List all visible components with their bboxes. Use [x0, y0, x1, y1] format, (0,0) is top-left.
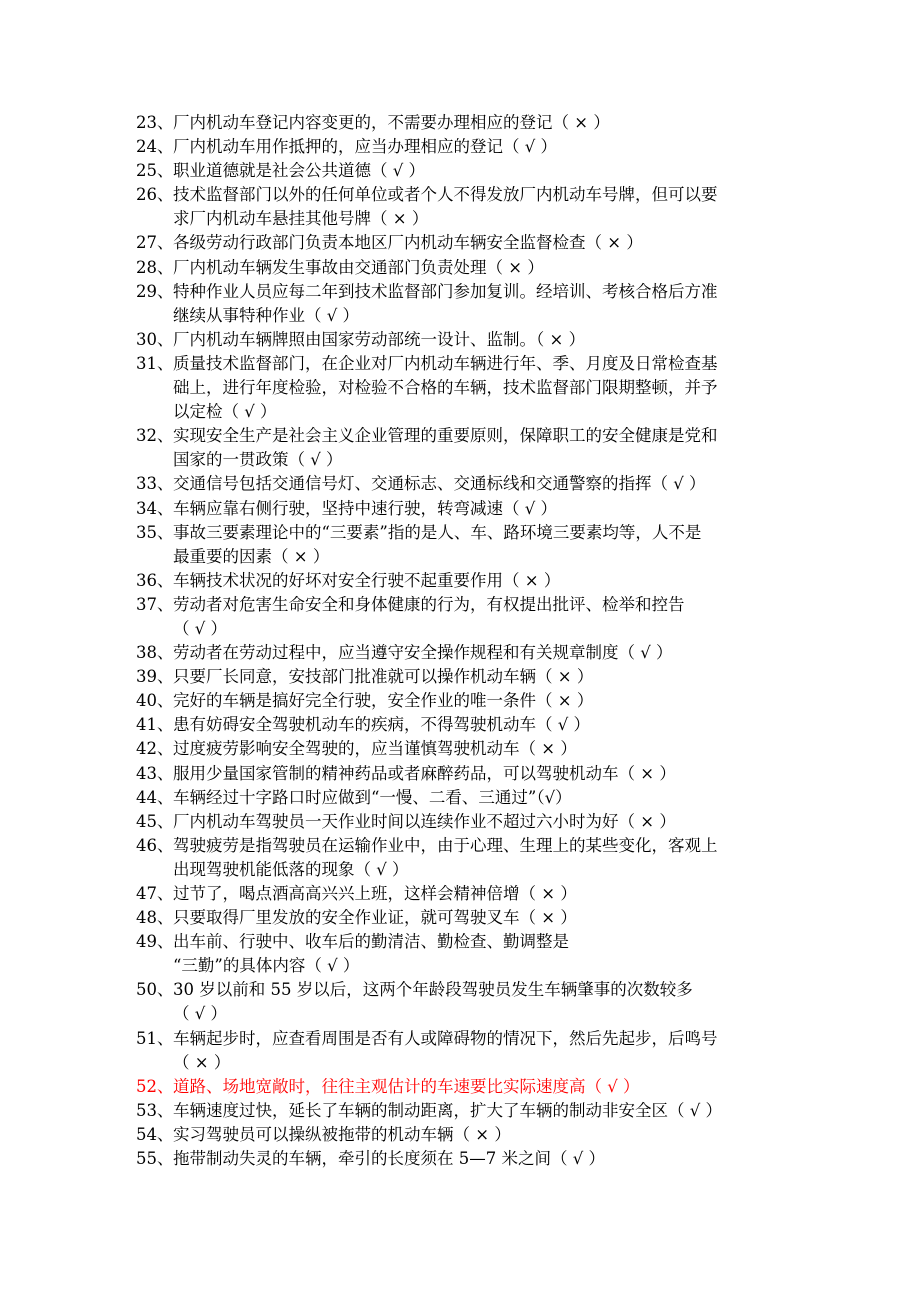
question-text [173, 159, 425, 183]
question-number: 41、 [136, 715, 174, 735]
question-item [136, 256, 796, 280]
question-text [173, 810, 676, 834]
question-text-line: 过节了，喝点酒高高兴兴上班，这样会精神倍增（ × ） [173, 884, 577, 903]
question-item [136, 497, 796, 521]
question-text [173, 569, 560, 593]
question-number: 44、 [136, 787, 174, 807]
question-text-line: 础上，进行年度检验，对检验不合格的车辆，技术监督部门限期整顿，并予 [173, 378, 718, 398]
question-text-line: 国家的一贯政策（ √ ） [173, 450, 343, 470]
question-text [173, 521, 701, 569]
question-text [173, 111, 610, 135]
question-item [136, 1123, 796, 1147]
question-item [136, 906, 796, 930]
question-text [173, 424, 718, 472]
question-text [173, 1147, 605, 1171]
question-text [173, 183, 718, 231]
question-item [136, 111, 796, 135]
question-item [136, 737, 796, 761]
question-text [173, 256, 544, 280]
question-text-line: 厂内机动车驾驶员一天作业时间以连续作业不超过六小时为好（ × ） [173, 811, 676, 831]
question-text-line: 继续从事特种作业（ √ ） [173, 305, 360, 325]
question-text [173, 641, 673, 665]
question-text-line: 最重要的因素（ × ） [173, 546, 330, 566]
question-text-line: 道路、场地宽敞时，往往主观估计的车速要比实际速度高（ √ ） [173, 1076, 640, 1096]
question-number: 39、 [136, 667, 174, 687]
question-number: 27、 [136, 233, 174, 253]
question-item [136, 1147, 796, 1171]
question-text-line: 驾驶疲劳是指驾驶员在运输作业中，由于心理、生理上的某些变化，客观上 [173, 835, 718, 855]
question-item [136, 810, 796, 834]
question-number: 47、 [136, 884, 174, 903]
question-text [173, 737, 577, 761]
question-text-line: 实习驾驶员可以操纵被拖带的机动车辆（ × ） [173, 1124, 511, 1144]
question-number: 52、 [136, 1076, 174, 1096]
question-text-line: 完好的车辆是搞好完全行驶，安全作业的唯一条件（ × ） [173, 691, 594, 711]
question-text [173, 352, 718, 424]
question-item [136, 280, 796, 328]
question-number: 46、 [136, 835, 174, 855]
question-text [173, 472, 706, 496]
question-item [136, 328, 796, 352]
question-number: 38、 [136, 643, 174, 663]
question-text-line: 拖带制动失灵的车辆，牵引的长度须在 5—7 米之间（ √ ） [173, 1149, 605, 1169]
question-number: 42、 [136, 739, 174, 759]
question-number: 37、 [136, 594, 174, 614]
question-number: 40、 [136, 691, 174, 711]
question-item [136, 665, 796, 689]
question-text [173, 882, 577, 906]
question-text-line: 厂内机动车用作抵押的，应当办理相应的登记（ √ ） [173, 137, 558, 157]
question-text-line: 质量技术监督部门，在企业对厂内机动车辆进行年、季、月度及日常检查基 [173, 353, 718, 373]
question-text-line: 交通信号包括交通信号灯、交通标志、交通标线和交通警察的指挥（ √ ） [173, 474, 706, 494]
question-text [173, 593, 685, 641]
question-number: 55、 [136, 1149, 174, 1169]
question-text-line: 事故三要素理论中的“三要素”指的是人、车、路环境三要素均等，人不是 [173, 522, 702, 542]
question-item [136, 930, 796, 978]
question-text-line: 技术监督部门以外的任何单位或者个人不得发放厂内机动车号牌，但可以要 [173, 185, 718, 205]
question-text-line: 劳动者在劳动过程中，应当遵守安全操作规程和有关规章制度（ √ ） [173, 643, 673, 663]
question-text-line: 车辆速度过快，延长了车辆的制动距离，扩大了车辆的制动非安全区（ √ ） [173, 1100, 723, 1120]
question-item [136, 882, 796, 906]
question-text [173, 689, 593, 713]
question-text [173, 665, 593, 689]
question-text-line: 各级劳动行政部门负责本地区厂内机动车辆安全监督检查（ × ） [173, 233, 643, 253]
question-number: 32、 [136, 426, 174, 446]
question-item [136, 135, 796, 159]
question-text-line: 厂内机动车辆牌照由国家劳动部统一设计、监制。（ × ） [173, 329, 586, 349]
question-text [173, 1123, 511, 1147]
question-number: 30、 [136, 329, 174, 349]
question-text [173, 906, 577, 930]
question-text-line: 车辆起步时，应查看周围是否有人或障碍物的情况下，然后先起步，后鸣号 [173, 1028, 718, 1048]
question-text-line: 只要取得厂里发放的安全作业证，就可驾驶叉车（ × ） [173, 908, 577, 928]
question-text [173, 1027, 718, 1075]
question-number: 34、 [136, 498, 174, 518]
question-number: 31、 [136, 353, 174, 373]
question-text-line: 特种作业人员应每二年到技术监督部门参加复训。经培训、考核合格后方准 [173, 281, 718, 301]
question-item [136, 1027, 796, 1075]
question-text [173, 280, 718, 328]
question-text-line: 求厂内机动车悬挂其他号牌（ × ） [173, 209, 429, 229]
question-item [136, 834, 796, 882]
question-number: 35、 [136, 522, 174, 542]
question-text-line: 劳动者对危害生命安全和身体健康的行为，有权提出批评、检举和控告 [173, 594, 685, 614]
question-number: 25、 [136, 161, 174, 181]
question-item [136, 978, 796, 1026]
question-text-line: （ √ ） [173, 618, 228, 638]
question-item [136, 472, 796, 496]
question-text-line: 以定检（ √ ） [173, 402, 277, 422]
question-text [173, 1099, 722, 1123]
question-text [173, 135, 557, 159]
question-text [173, 834, 718, 882]
question-item [136, 569, 796, 593]
question-item [136, 231, 796, 255]
question-text-line: 厂内机动车辆发生事故由交通部门负责处理（ × ） [173, 257, 544, 277]
question-item [136, 1099, 796, 1123]
question-item [136, 352, 796, 424]
question-text-line: 出车前、行驶中、收车后的勤清洁、勤检查、勤调整是 [173, 932, 569, 952]
question-item [136, 641, 796, 665]
question-text [173, 497, 557, 521]
question-text-line: 服用少量国家管制的精神药品或者麻醉药品，可以驾驶机动车（ × ） [173, 763, 676, 783]
question-number: 49、 [136, 932, 174, 952]
question-number: 28、 [136, 257, 174, 277]
question-item [136, 521, 796, 569]
question-item [136, 183, 796, 231]
question-text [173, 978, 693, 1026]
question-number: 23、 [136, 113, 174, 132]
question-item [136, 593, 796, 641]
question-number: 53、 [136, 1100, 174, 1120]
question-list [136, 111, 796, 1171]
question-text [173, 930, 569, 978]
question-number: 24、 [136, 137, 174, 157]
question-text-line: 车辆应靠右侧行驶，坚持中速行驶，转弯减速（ √ ） [173, 498, 558, 518]
question-text [173, 786, 572, 810]
question-item [136, 424, 796, 472]
question-number: 26、 [136, 185, 174, 205]
question-number: 36、 [136, 570, 174, 590]
question-number: 50、 [136, 980, 174, 1000]
question-item [136, 689, 796, 713]
question-number: 45、 [136, 811, 174, 831]
question-item [136, 786, 796, 810]
question-text-line: 患有妨碍安全驾驶机动车的疾病，不得驾驶机动车（ √ ） [173, 715, 591, 735]
question-text [173, 713, 590, 737]
question-text-line: 过度疲劳影响安全驾驶的，应当谨慎驾驶机动车（ × ） [173, 739, 577, 759]
question-text [173, 1075, 640, 1099]
question-text-line: 出现驾驶机能低落的现象（ √ ） [173, 859, 409, 879]
question-number: 48、 [136, 908, 174, 928]
question-number: 51、 [136, 1028, 174, 1048]
question-text-line: （ × ） [173, 1052, 231, 1072]
question-number: 29、 [136, 281, 174, 301]
question-text-line: 实现安全生产是社会主义企业管理的重要原则，保障职工的安全健康是党和 [173, 426, 718, 446]
question-text-line: 车辆经过十字路口时应做到“一慢、二看、三通过”（√） [173, 787, 572, 807]
question-number: 54、 [136, 1124, 174, 1144]
question-number: 33、 [136, 474, 174, 494]
question-text-line: （ √ ） [173, 1004, 228, 1024]
question-text-line: 厂内机动车登记内容变更的，不需要办理相应的登记（ × ） [173, 113, 610, 132]
question-item [136, 762, 796, 786]
question-text-line: 车辆技术状况的好坏对安全行驶不起重要作用（ × ） [173, 570, 561, 590]
question-text [173, 328, 585, 352]
question-text-line: “三勤”的具体内容（ √ ） [173, 956, 360, 976]
question-item [136, 1075, 796, 1099]
question-item [136, 159, 796, 183]
question-text-line: 30 岁以前和 55 岁以后，这两个年龄段驾驶员发生车辆肇事的次数较多 [173, 980, 693, 1000]
question-number: 43、 [136, 763, 174, 783]
question-text-line: 职业道德就是社会公共道德（ √ ） [173, 161, 426, 181]
question-text [173, 231, 643, 255]
question-text-line: 只要厂长同意，安技部门批准就可以操作机动车辆（ × ） [173, 667, 594, 687]
question-item [136, 713, 796, 737]
question-text [173, 762, 676, 786]
